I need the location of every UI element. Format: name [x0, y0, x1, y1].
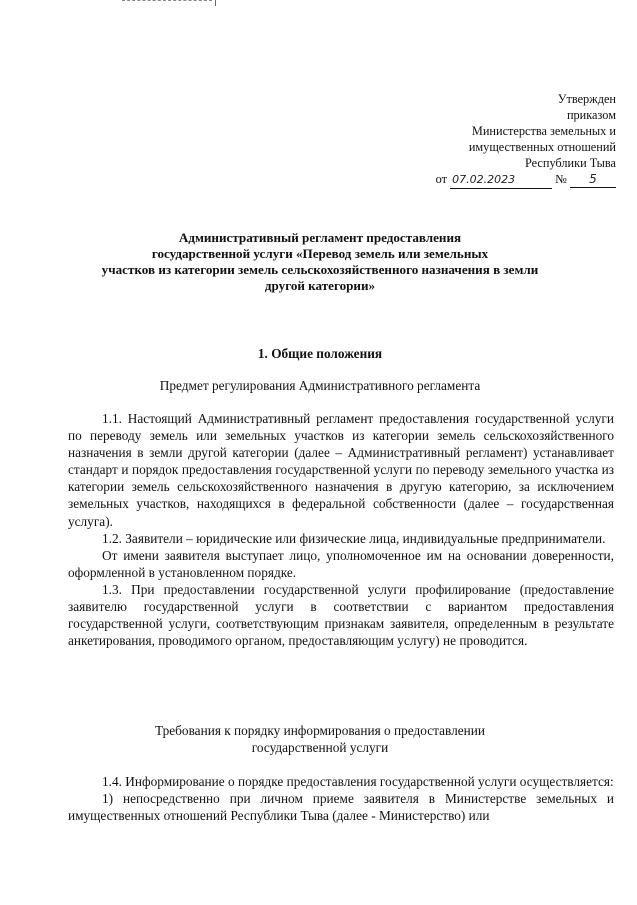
paragraph: 1) непосредственно при личном приеме заявителя в Министерстве земельных и имущественных отношений Республики Тыва (далее - Министерство) или [68, 791, 614, 824]
subheading-informing-requirements [60, 722, 580, 756]
scan-artifact [215, 0, 216, 6]
handwritten-number: 5 [570, 171, 616, 188]
paragraph: 1.3. При предоставлении государственной услуги профилирование (предоставление заявителю государственной услуги в соответствии с вариантом предоставления государственной услуги, соответствующим признакам заявителя, определенным в результате анкетирования, проводимого органом, предоставляющим услугу) не проводится. [68, 581, 614, 649]
paragraph: От имени заявителя выступает лицо, уполномоченное им на основании доверенности, оформленной в установленном порядке. [68, 547, 614, 580]
title-line: участков из категории земель сельскохозяйственного назначения в земли [101, 262, 539, 277]
body-text-section-2 [68, 773, 614, 824]
title-line: государственной услуги «Перевод земель или земельных [151, 246, 489, 261]
approval-line: Утвержден [557, 92, 616, 106]
subheading-line: государственной услуги [251, 740, 389, 755]
approval-line: Министерства земельных и [471, 124, 616, 138]
approval-line: имущественных отношений [468, 140, 616, 154]
handwritten-date: 07.02.2023 [450, 172, 552, 189]
scan-artifact [122, 0, 212, 2]
title-line: Административный регламент предоставления [178, 230, 462, 245]
paragraph: 1.2. Заявители – юридические или физические лица, индивидуальные предприниматели. [102, 530, 606, 546]
paragraph: 1.4. Информирование о порядке предоставления государственной услуги осуществляется: [102, 774, 614, 789]
date-prefix: от [435, 172, 448, 186]
subheading-regulation-subject: Предмет регулирования Административного регламента [159, 378, 481, 393]
title-line: другой категории» [264, 278, 376, 293]
number-prefix: № [555, 172, 567, 186]
approval-stamp-block [396, 91, 616, 189]
approval-line: Республики Тыва [524, 156, 616, 170]
paragraph: 1.1. Настоящий Административный регламент предоставления государственной услуги по переводу земель или земельных участков из категории земель сельскохозяйственного назначения в земли другой категории (далее – Административный регламент) устанавливает стандарт и порядок предоставления государственной услуги по переводу земельного участка из категории земель сельскохозяйственного назначения в другую категорию, за исключением земельных участков, находящихся в федеральной собственности (далее – государственная услуга). [68, 411, 614, 529]
approval-line: приказом [566, 108, 616, 122]
body-text-section-1 [68, 410, 614, 649]
section-heading: 1. Общие положения [257, 346, 383, 361]
document-title [60, 230, 580, 294]
subheading-line: Требования к порядку информирования о предоставлении [155, 723, 485, 738]
approval-date-line [396, 171, 616, 189]
